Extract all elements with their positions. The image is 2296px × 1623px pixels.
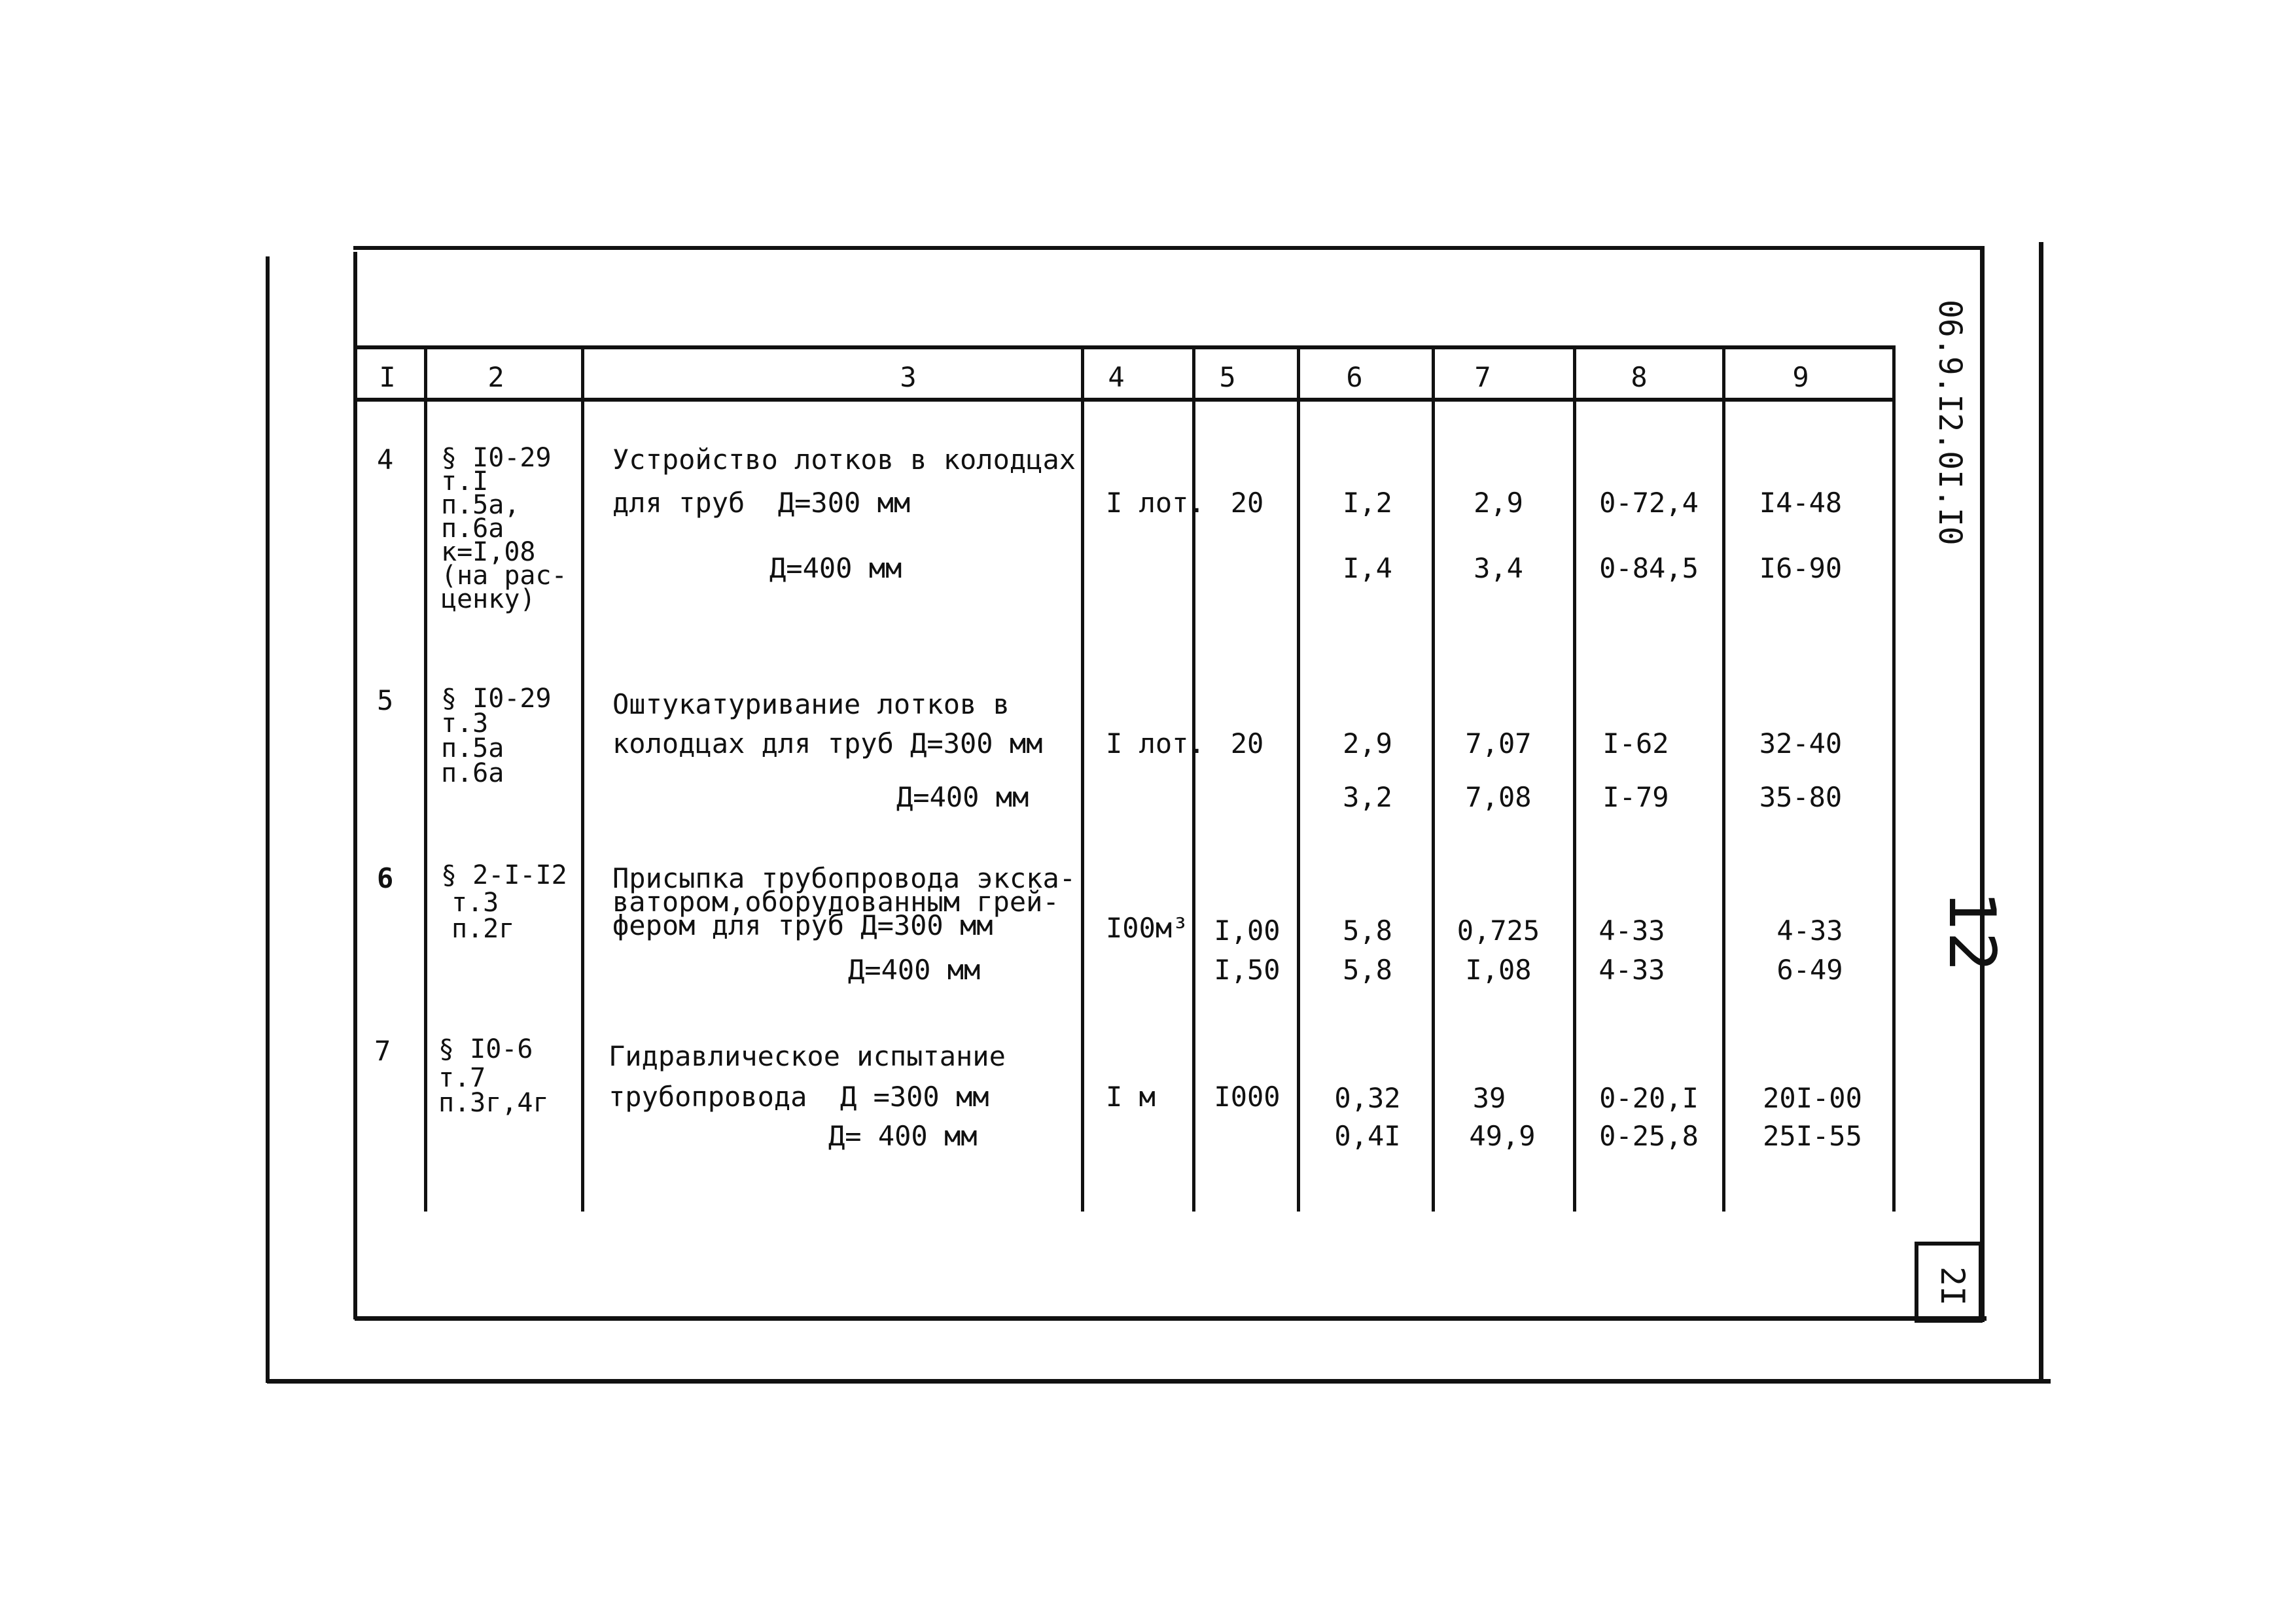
work-description: фером для труб Д=300 мм bbox=[612, 909, 993, 941]
column-divider-1 bbox=[424, 347, 427, 1212]
inner-frame-top bbox=[353, 246, 1983, 250]
work-description: Д= 400 мм bbox=[828, 1120, 978, 1152]
column-divider-4 bbox=[1192, 347, 1195, 1212]
col9-value: 6-49 bbox=[1776, 954, 1843, 986]
norm-reference: п.6а bbox=[441, 514, 504, 544]
work-description: Устройство лотков в колодцах bbox=[612, 444, 1076, 476]
work-description: колодцах для труб Д=300 мм bbox=[612, 727, 1043, 759]
sheet-number: 2I bbox=[1934, 1266, 1971, 1306]
col7-value: 7,08 bbox=[1465, 781, 1532, 813]
col9-value: I4-48 bbox=[1759, 487, 1843, 519]
col-header-4: 4 bbox=[1108, 361, 1125, 393]
col7-value: 0,725 bbox=[1457, 915, 1540, 947]
col7-value: 49,9 bbox=[1469, 1120, 1536, 1152]
col9-value: 4-33 bbox=[1776, 915, 1843, 947]
unit: I лот. bbox=[1106, 487, 1205, 519]
outer-frame-left bbox=[266, 256, 270, 1383]
work-description: Д=400 мм bbox=[769, 552, 902, 584]
column-divider-3 bbox=[1081, 347, 1084, 1212]
norm-reference: п.2г bbox=[451, 914, 515, 944]
norm-reference: п.3г,4г bbox=[438, 1088, 549, 1118]
work-description: Д=400 мм bbox=[848, 954, 981, 986]
column-divider-8 bbox=[1722, 347, 1725, 1212]
document-code-text: 06.9.I2.0I.I0 bbox=[1932, 300, 1968, 546]
norm-reference: § 2-I-I2 bbox=[441, 860, 567, 890]
col6-value: 5,8 bbox=[1343, 954, 1392, 986]
col7-value: I,08 bbox=[1465, 954, 1532, 986]
work-description: ватором,оборудованным грей- bbox=[612, 886, 1059, 918]
outer-frame-bottom bbox=[267, 1379, 2051, 1384]
col7-value: 39 bbox=[1472, 1082, 1506, 1114]
work-description: трубопровода Д =300 мм bbox=[609, 1081, 989, 1113]
column-divider-9 bbox=[1892, 347, 1896, 1212]
work-description: Гидравлическое испытание bbox=[609, 1040, 1006, 1072]
col8-value: 0-72,4 bbox=[1599, 487, 1699, 519]
unit: I00м³ bbox=[1106, 912, 1189, 944]
col8-value: 4-33 bbox=[1598, 954, 1665, 986]
col8-value: 0-25,8 bbox=[1599, 1120, 1699, 1152]
inner-frame-right bbox=[1980, 246, 1985, 1322]
norm-reference: к=I,08 bbox=[441, 537, 536, 567]
col-header-1: I bbox=[379, 361, 396, 393]
norm-reference: ценку) bbox=[441, 584, 536, 614]
inner-frame-bottom bbox=[355, 1316, 1987, 1321]
inner-frame-left bbox=[353, 252, 357, 1319]
col-header-6: 6 bbox=[1346, 361, 1363, 393]
col7-value: 2,9 bbox=[1474, 487, 1523, 519]
work-description: Присыпка трубопровода экска- bbox=[612, 862, 1076, 894]
col6-value: I,4 bbox=[1343, 552, 1392, 584]
col-header-7: 7 bbox=[1474, 361, 1491, 393]
column-divider-7 bbox=[1573, 347, 1576, 1212]
col6-value: 2,9 bbox=[1343, 727, 1392, 759]
row-number: 6 bbox=[377, 862, 394, 894]
col6-value: 0,32 bbox=[1334, 1082, 1401, 1114]
col6-value: 0,4I bbox=[1334, 1120, 1401, 1152]
col8-value: 0-20,I bbox=[1599, 1082, 1699, 1114]
norm-reference: § I0-29 bbox=[441, 684, 552, 714]
quantity: 20 bbox=[1230, 487, 1264, 519]
col-header-8: 8 bbox=[1631, 361, 1648, 393]
column-divider-5 bbox=[1297, 347, 1300, 1212]
row-number: 4 bbox=[377, 444, 394, 476]
col9-value: 35-80 bbox=[1759, 781, 1843, 813]
norm-reference: т.3 bbox=[441, 708, 489, 739]
quantity: I,50 bbox=[1214, 954, 1280, 986]
col9-value: I6-90 bbox=[1759, 552, 1843, 584]
norm-reference: т.3 bbox=[451, 888, 499, 918]
col8-value: 0-84,5 bbox=[1599, 552, 1699, 584]
col9-value: 32-40 bbox=[1759, 727, 1843, 759]
col-header-3: 3 bbox=[900, 361, 917, 393]
col8-value: 4-33 bbox=[1598, 915, 1665, 947]
norm-reference: т.7 bbox=[438, 1063, 486, 1093]
col8-value: I-62 bbox=[1602, 727, 1669, 759]
quantity: I,00 bbox=[1214, 915, 1280, 947]
norm-reference: п.5а, bbox=[441, 490, 520, 520]
norm-reference: т.I bbox=[441, 466, 489, 497]
sheet-number-box bbox=[1915, 1242, 1983, 1323]
norm-reference: (на рас- bbox=[441, 561, 567, 591]
handwritten-page-number: 12 bbox=[1934, 891, 2009, 973]
unit: I м bbox=[1106, 1081, 1156, 1113]
col6-value: 3,2 bbox=[1343, 781, 1392, 813]
table-top-rule bbox=[353, 345, 1896, 349]
col9-value: 20I-00 bbox=[1763, 1082, 1862, 1114]
column-divider-2 bbox=[581, 347, 584, 1212]
col7-value: 7,07 bbox=[1465, 727, 1532, 759]
row-number: 7 bbox=[374, 1035, 391, 1067]
quantity: I000 bbox=[1214, 1081, 1280, 1113]
work-description: Д=400 мм bbox=[896, 781, 1029, 813]
column-divider-6 bbox=[1432, 347, 1435, 1212]
col7-value: 3,4 bbox=[1474, 552, 1523, 584]
unit: I лот. bbox=[1106, 727, 1205, 759]
quantity: 20 bbox=[1230, 727, 1264, 759]
norm-reference: § I0-29 bbox=[441, 443, 552, 473]
table-header-rule bbox=[353, 398, 1896, 402]
norm-reference: п.5а bbox=[441, 733, 504, 763]
norm-reference: § I0-6 bbox=[438, 1034, 533, 1064]
col-header-5: 5 bbox=[1219, 361, 1236, 393]
row-number: 5 bbox=[377, 684, 394, 716]
col6-value: 5,8 bbox=[1343, 915, 1392, 947]
outer-frame-right bbox=[2039, 242, 2043, 1384]
col-header-2: 2 bbox=[487, 361, 504, 393]
work-description: для труб Д=300 мм bbox=[612, 487, 911, 519]
work-description: Оштукатуривание лотков в bbox=[612, 688, 1010, 720]
col8-value: I-79 bbox=[1602, 781, 1669, 813]
col-header-9: 9 bbox=[1792, 361, 1809, 393]
col6-value: I,2 bbox=[1343, 487, 1392, 519]
norm-reference: п.6а bbox=[441, 758, 504, 788]
col9-value: 25I-55 bbox=[1763, 1120, 1862, 1152]
